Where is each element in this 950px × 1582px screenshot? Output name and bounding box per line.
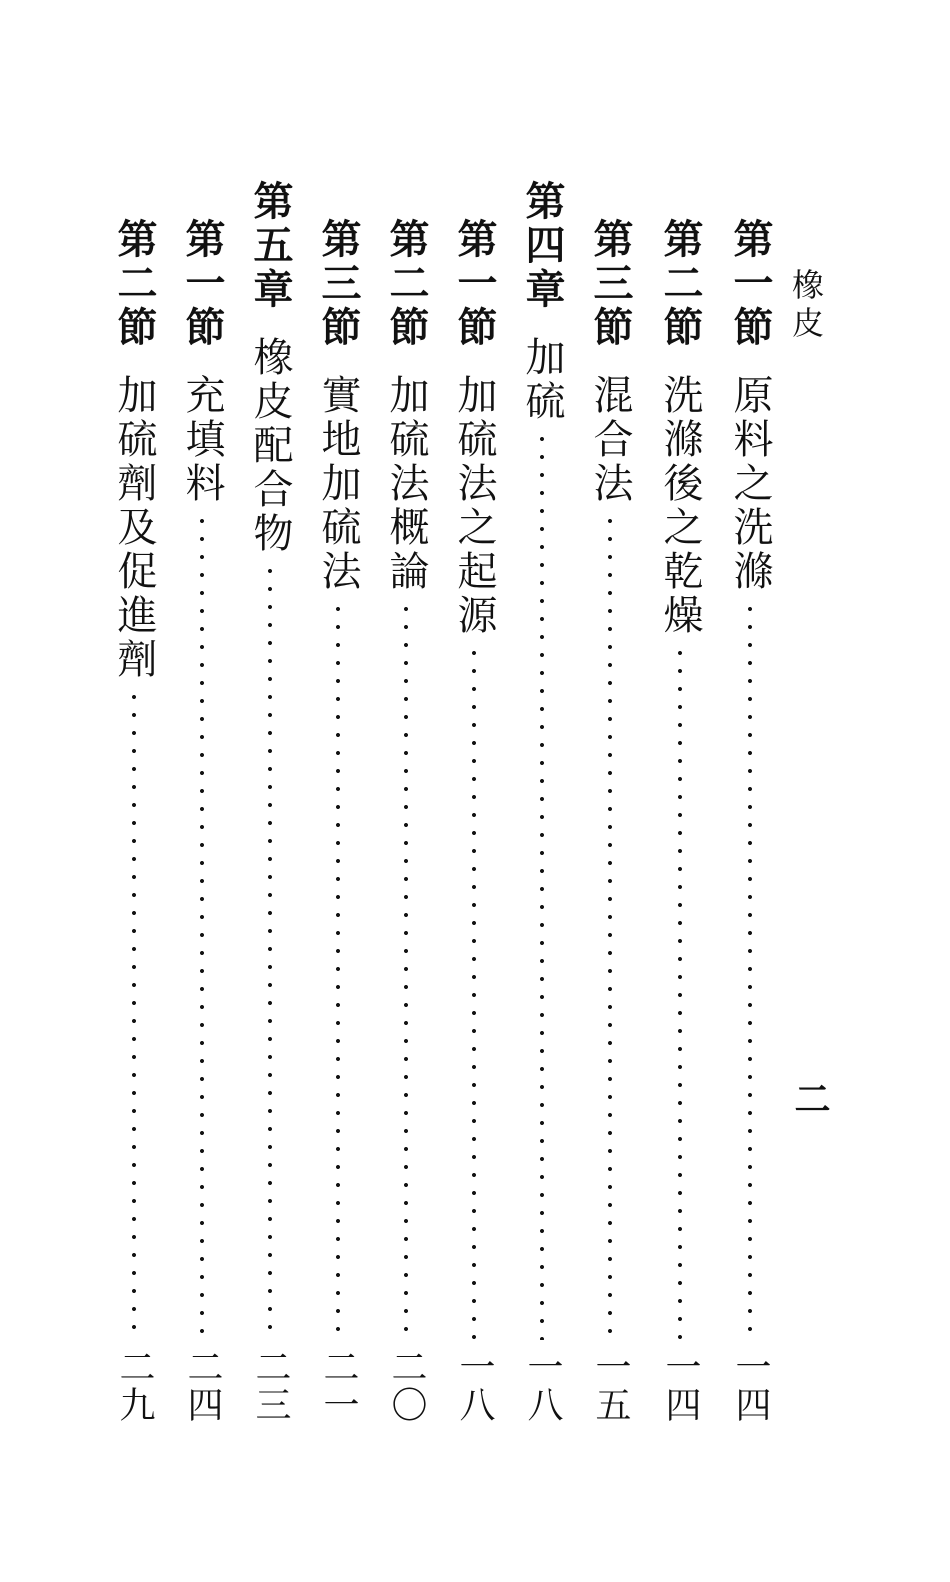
dot-leader: [539, 430, 545, 1340]
toc-entry-text: [109, 218, 159, 682]
toc-entry-title: 混合法: [587, 374, 633, 506]
dot-leader: [471, 644, 477, 1340]
toc-entry-text: [449, 218, 499, 638]
toc-entry: [108, 218, 160, 1424]
toc-entry-label: 第一節: [451, 218, 498, 350]
dot-leader: [677, 644, 683, 1340]
toc-entry-title: 加硫劑及促進劑: [111, 374, 157, 682]
toc-entry-text: [313, 218, 363, 594]
toc-entry-label: 第二節: [383, 218, 430, 350]
toc-entry: [312, 218, 364, 1424]
dot-leader: [747, 600, 753, 1340]
toc-entry: [584, 218, 636, 1424]
toc-entry-text: [381, 218, 431, 594]
toc-entry: [244, 180, 296, 1424]
dot-leader: [267, 562, 273, 1340]
toc-entry-page: 二九: [114, 1348, 155, 1424]
toc-entry-label: 第一節: [179, 218, 226, 350]
toc-entry-title: 加硫法概論: [383, 374, 429, 594]
dot-leader: [131, 688, 137, 1340]
toc-entry: [724, 218, 776, 1424]
toc-entry-title: 加硫法之起源: [451, 374, 497, 638]
toc-entry-page: 二四: [182, 1348, 223, 1424]
toc-entry-text: [177, 218, 227, 506]
toc-entry-label: 第一節: [727, 218, 774, 350]
toc-entry: [516, 180, 568, 1424]
toc-entry-page: 二〇: [386, 1348, 427, 1424]
toc-entry-text: [585, 218, 635, 506]
dot-leader: [403, 600, 409, 1340]
toc-entry: [176, 218, 228, 1424]
dot-leader: [607, 512, 613, 1340]
toc-entry: [380, 218, 432, 1424]
toc-entry-title: 橡皮配合物: [247, 336, 293, 556]
toc-entry-label: 第三節: [587, 218, 634, 350]
toc-entry: [448, 218, 500, 1424]
toc-entry-title: 加硫: [519, 336, 565, 424]
toc-entry-page: 二三: [250, 1348, 291, 1424]
toc-entry-title: 原料之洗滌: [727, 374, 773, 594]
toc-entry-page: 一八: [522, 1348, 563, 1424]
dot-leader: [199, 512, 205, 1340]
dot-leader: [335, 600, 341, 1340]
toc-entry-label: 第二節: [657, 218, 704, 350]
toc-entry-title: 充填料: [179, 374, 225, 506]
toc-entry-page: 二一: [318, 1348, 359, 1424]
toc-entry-title: 洗滌後之乾燥: [657, 374, 703, 638]
toc-entry-text: [245, 180, 295, 556]
toc-entry-label: 第三節: [315, 218, 362, 350]
toc-entry: [654, 218, 706, 1424]
toc-entry-text: [517, 180, 567, 424]
toc-entry-page: 一八: [454, 1348, 495, 1424]
running-header: 橡皮: [787, 268, 825, 344]
toc-entry-label: 第五章: [247, 180, 294, 312]
toc-entry-label: 第二節: [111, 218, 158, 350]
page-folio: 二: [789, 1080, 831, 1116]
toc-entry-page: 一四: [660, 1348, 701, 1424]
toc-entry-text: [725, 218, 775, 594]
toc-entry-page: 一四: [730, 1348, 771, 1424]
toc-entry-text: [655, 218, 705, 638]
toc-entry-page: 一五: [590, 1348, 631, 1424]
toc-entry-label: 第四章: [519, 180, 566, 312]
toc-entry-title: 實地加硫法: [315, 374, 361, 594]
